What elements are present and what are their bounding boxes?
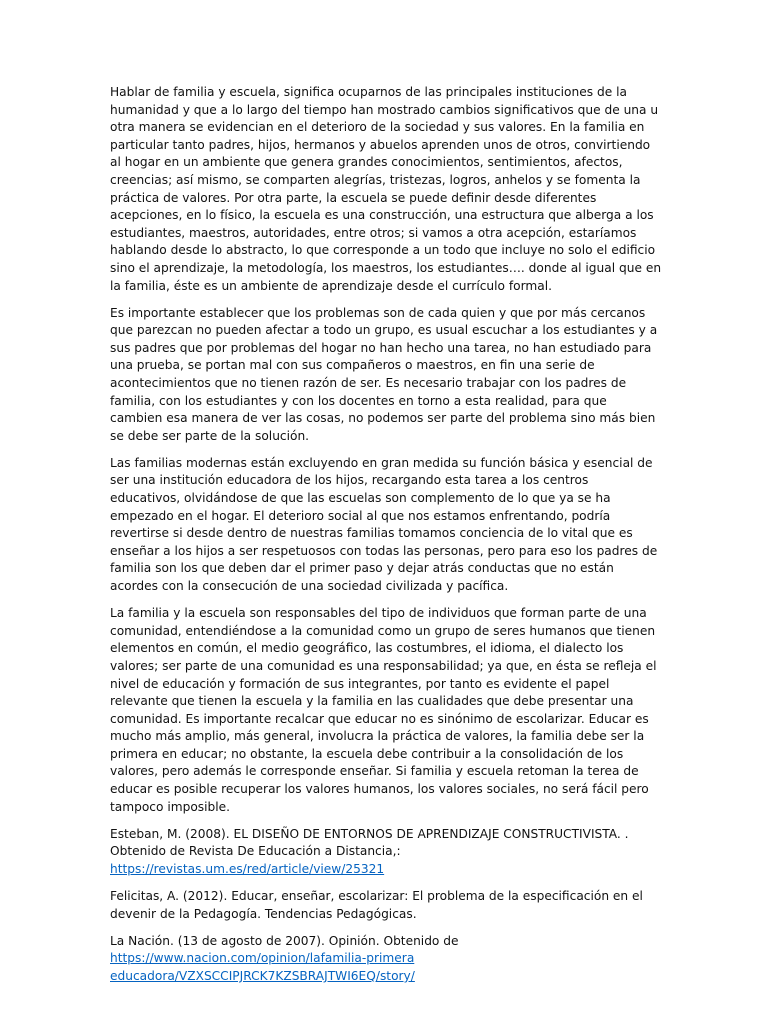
body-paragraph-1: Hablar de familia y escuela, significa ocuparnos de las principales instituciones de la humanidad y que a lo largo del tiempo han mostrado cambios significativos que de una u otra manera se evidencian en el deterioro de la sociedad y sus valores. En la familia en particular tanto padres, hijos, hermanos y abuelos aprenden unos de otros, convirtiendo al hogar en un ambiente que genera grandes conocimientos, sentimientos, afectos, creencias; así mismo, se comparten alegrías, tristezas, logros, anhelos y se fomenta la práctica de valores. Por otra parte, la escuela se puede definir desde diferentes acepciones, en lo físico, la escuela es una construcción, una estructura que alberga a los estudiantes, maestros, autoridades, entre otros; si vamos a otra acepción, estaríamos hablando desde lo abstracto, lo que corresponde a un todo que incluye no solo el edificio sino el aprendizaje, la metodología, los maestros, los estudiantes…. donde al igual que en la familia, éste es un ambiente de aprendizaje desde el currículo formal. (110, 85, 662, 293)
reference-la-nacion-link[interactable]: https://www.nacion.com/opinion/lafamilia-primera educadora/VZXSCCIPJRCK7KZSBRAJTWI6EQ/story/ (110, 951, 415, 983)
reference-la-nacion-text: La Nación. (13 de agosto de 2007). Opinión. Obtenido de (110, 933, 459, 948)
reference-esteban-link[interactable]: https://revistas.um.es/red/article/view/25321 (110, 861, 385, 876)
reference-la-nacion (110, 933, 662, 986)
reference-esteban-text: Esteban, M. (2008). EL DISEÑO DE ENTORNOS DE APRENDIZAJE CONSTRUCTIVISTA. . Obtenido de Revista De Educación a Distancia,: (110, 826, 629, 859)
reference-felicitas (110, 888, 662, 923)
body-paragraph-3: Las familias modernas están excluyendo en gran medida su función básica y esencial de ser una institución educadora de los hijos, recargando esta tarea a los centros educativos, olvidándose de que las escuelas son complemento de lo que ya se ha empezado en el hogar. El deterioro social al que nos estamos enfrentando, podría revertirse si desde dentro de nuestras familias tomamos conciencia de lo vital que es enseñar a los hijos a ser respetuosos con todas las personas, pero para eso los padres de familia son los que deben dar el primer paso y dejar atrás conductas que no están acordes con la consecución de una sociedad civilizada y pacífica. (110, 455, 658, 594)
body-paragraph-2: Es importante establecer que los problemas son de cada quien y que por más cercanos que parezcan no pueden afectar a todo un grupo, es usual escuchar a los estudiantes y a sus padres que por problemas del hogar no han hecho una tarea, no han estudiado para una prueba, se portan mal con sus compañeros o maestros, en fin una serie de acontecimientos que no tienen razón de ser. Es necesario trabajar con los padres de familia, con los estudiantes y con los docentes en torno a esta realidad, para que cambien esa manera de ver las cosas, no podemos ser parte del problema sino más bien se debe ser parte de la solución. (110, 305, 658, 443)
reference-felicitas-text: Felicitas, A. (2012). Educar, enseñar, escolarizar: El problema de la especificación en el devenir de la Pedagogía. Tendencias Pedagógicas. (110, 889, 643, 921)
reference-esteban (110, 826, 662, 879)
body-paragraph-4: La familia y la escuela son responsables del tipo de individuos que forman parte de una comunidad, entendiéndose a la comunidad como un grupo de seres humanos que tienen elementos en común, el medio geográfico, las costumbres, el idioma, el dialecto los valores; ser parte de una comunidad es una responsabilidad; ya que, en ésta se refleja el nivel de educación y formación de sus integrantes, por tanto es evidente el papel relevante que tienen la escuela y la familia en las cualidades que debe presentar una comunidad. Es importante recalcar que educar no es sinónimo de escolarizar. Educar es mucho más amplio, más general, involucra la práctica de valores, la familia debe ser la primera en educar; no obstante, la escuela debe contribuir a la consolidación de los valores, pero además le corresponde enseñar. Si familia y escuela retoman la terea de educar es posible recuperar los valores humanos, los valores sociales, no será fácil pero tampoco imposible. (110, 606, 657, 814)
document-page (110, 84, 662, 995)
